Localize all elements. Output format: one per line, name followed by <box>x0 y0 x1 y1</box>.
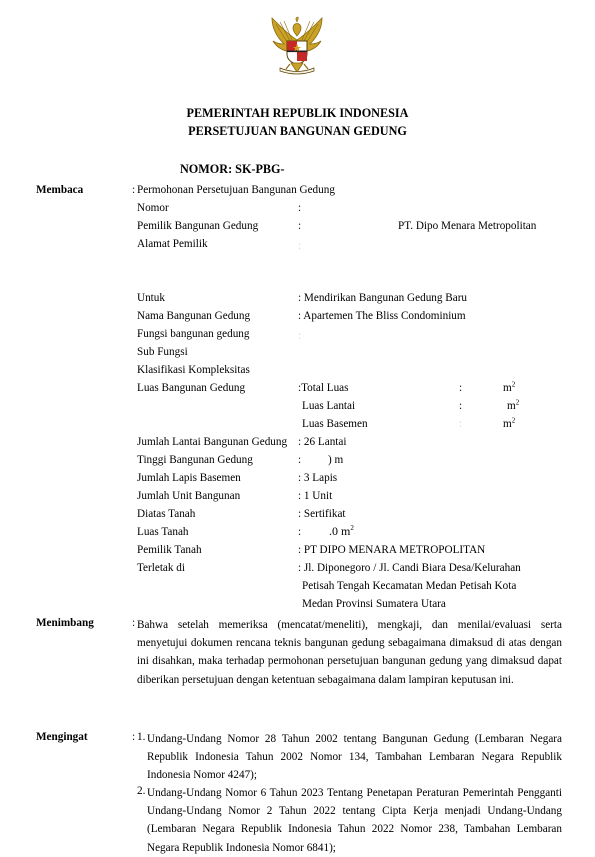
tinggi-unit: ) m <box>328 454 344 466</box>
field-label-untuk: Untuk <box>137 292 165 304</box>
lokasi-line-2: Petisah Tengah Kecamatan Medan Petisah Kota <box>302 580 517 592</box>
field-label-sub-fungsi: Sub Fungsi <box>137 346 188 358</box>
field-value-diatas-tanah: : Sertifikat <box>298 508 346 520</box>
field-label-nama-bangunan: Nama Bangunan Gedung <box>137 310 251 322</box>
lokasi-line-3: Medan Provinsi Sumatera Utara <box>302 598 446 610</box>
luas-tanah-unit: .0 $m^2$ <box>329 524 354 538</box>
field-value-terletak-di: : Jl. Diponegoro / Jl. Candi Biara Desa/Kelurahan <box>298 562 521 574</box>
field-label-luas-basemen: Luas Basemen <box>302 418 368 430</box>
field-value-untuk: : Mendirikan Bangunan Gedung Baru <box>298 292 468 304</box>
field-label-jumlah-lantai: Jumlah Lantai Bangunan Gedung <box>137 436 288 448</box>
field-value-pemilik-bangunan: : <box>298 220 302 232</box>
field-label-nomor: Nomor <box>137 202 169 214</box>
field-label-klasifikasi: Klasifikasi Kompleksitas <box>137 364 250 376</box>
header-document-title: PERSETUJUAN BANGUNAN GEDUNG <box>188 124 407 138</box>
field-label-luas-lantai: Luas Lantai <box>302 400 356 412</box>
field-label-alamat-pemilik: Alamat Pemilik <box>137 238 208 250</box>
garuda-emblem-logo <box>262 14 332 76</box>
field-value-total-luas: :Total Luas <box>298 382 349 394</box>
field-value-nomor: : <box>298 202 302 214</box>
field-label-fungsi-bangunan: Fungsi bangunan gedung <box>137 328 250 340</box>
field-label-tinggi-bangunan: Tinggi Bangunan Gedung <box>137 454 253 466</box>
document-number: NOMOR: SK-PBG- <box>180 162 285 176</box>
field-label-diatas-tanah: Diatas Tanah <box>137 508 196 520</box>
colon-mengingat: : <box>132 731 136 743</box>
colon-menimbang: : <box>132 617 136 629</box>
field-value-fungsi-bangunan: : <box>298 330 302 342</box>
field-label-terletak-di: Terletak di <box>137 562 185 574</box>
field-value-alamat-pemilik: : <box>298 240 302 252</box>
total-luas-unit: $m^2$ <box>503 380 516 394</box>
luas-basemen-unit: $m^2$ <box>503 416 516 430</box>
field-value-jumlah-lantai: : 26 Lantai <box>298 436 347 448</box>
field-value-jumlah-unit: : 1 Unit <box>298 490 333 502</box>
field-value-luas-tanah: : <box>298 526 302 538</box>
label-menimbang: Menimbang <box>36 617 94 629</box>
luas-lantai-colon: : <box>459 400 463 412</box>
field-label-lapis-basemen: Jumlah Lapis Basemen <box>137 472 241 484</box>
mengingat-item-2-number: 2. <box>137 785 146 797</box>
total-luas-colon: : <box>459 382 463 394</box>
owner-name: PT. Dipo Menara Metropolitan <box>398 220 537 232</box>
field-label-luas-tanah: Luas Tanah <box>137 526 189 538</box>
membaca-intro: Permohonan Persetujuan Bangunan Gedung <box>137 184 335 196</box>
field-label-luas-bangunan: Luas Bangunan Gedung <box>137 382 246 394</box>
header-government-title: PEMERINTAH REPUBLIK INDONESIA <box>186 106 409 120</box>
field-label-pemilik-tanah: Pemilik Tanah <box>137 544 202 556</box>
mengingat-item-1-text: Undang-Undang Nomor 28 Tahun 2002 tentang Bangunan Gedung (Lembaran Negara Republik Indonesia Tahun 2002 Nomor 134, Tambahan Lembaran Negara Republik Indonesia Nomor 4247); <box>147 733 562 782</box>
mengingat-item-2-text: Undang-Undang Nomor 6 Tahun 2023 Tentang Penetapan Peraturan Pemerintah Pengganti Undang-Undang Nomor 2 Tahun 2022 tentang Cipta Kerja menjadi Undang-Undang (Lembaran Negara Republik Indonesia Tahun 2022 Nomor 238, Tambahan Lembaran Negara Republik Indonesia Nomor 6841); <box>147 787 562 854</box>
label-membaca: Membaca <box>36 184 84 196</box>
menimbang-paragraph: Bahwa setelah memeriksa (mencatat/meneliti), mengkaji, dan menilai/evaluasi serta menyetujui dokumen rencana teknis bangunan gedung sebagaimana dimaksud di atas dengan ini disahkan, maka terhadap permohonan persetujuan bangunan gedung yang dimaksud dapat diberikan persetujuan dengan ketentuan sebagaimana dalam lampiran keputusan ini. <box>137 619 562 686</box>
field-value-pemilik-tanah: : PT DIPO MENARA METROPOLITAN <box>298 544 486 556</box>
field-value-lapis-basemen: : 3 Lapis <box>298 472 338 484</box>
label-mengingat: Mengingat <box>36 731 88 743</box>
field-value-tinggi-bangunan: : <box>298 454 302 466</box>
field-label-pemilik-bangunan: Pemilik Bangunan Gedung <box>137 220 259 232</box>
colon-membaca: : <box>132 184 136 196</box>
field-label-jumlah-unit: Jumlah Unit Bangunan <box>137 490 241 502</box>
field-value-nama-bangunan: : Apartemen The Bliss Condominium <box>298 310 466 322</box>
luas-basemen-colon: : <box>459 418 463 430</box>
mengingat-item-1-number: 1. <box>137 731 146 743</box>
luas-lantai-unit: $m^2$ <box>507 398 520 412</box>
